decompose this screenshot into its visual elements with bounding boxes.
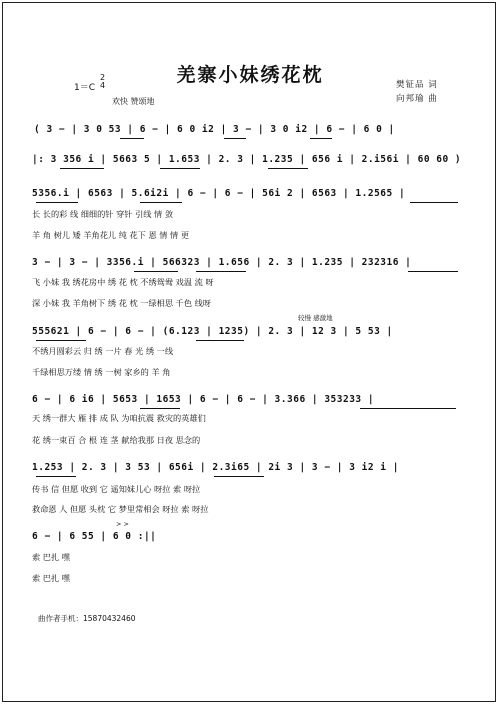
- beam-line: [36, 202, 78, 203]
- expression-annotation: 较慢 感激地: [298, 314, 333, 322]
- beam-line: [196, 271, 246, 272]
- beam-line: [224, 138, 246, 139]
- composer-phone: 曲作者手机：15870432460: [38, 614, 136, 623]
- notation-line: |: 3 356 i | 5663 5 | 1.653 | 2. 3 | 1.235 | 656 i | 2.i56i | 60 60 ): [32, 154, 462, 165]
- lyric-line: 救命恩 人 但愿 头枕 它 梦里常相会 呀拉 索 呀拉: [32, 504, 209, 514]
- beam-line: [134, 271, 178, 272]
- beam-line: [408, 271, 458, 272]
- beam-line: [160, 168, 200, 169]
- lyric-line: 羊 角 树儿 矮 羊角花儿 纯 花下 恩 情 情 更: [32, 230, 190, 240]
- lyric-line: 传书 信 但愿 收到 它 遥知妹儿心 呀拉 索 呀拉: [32, 484, 201, 494]
- lyric-line: 花 绣一束百 合 根 连 茎 献给我那 日夜 思念的: [32, 435, 201, 445]
- beam-line: [120, 138, 144, 139]
- beam-line: [310, 138, 332, 139]
- tempo-marking: 欢快 赞颂地: [112, 97, 155, 106]
- beam-line: [140, 202, 182, 203]
- lyric-line: 深 小妹 我 羊角树下 绣 花 枕 一绿相思 千色 线呀: [32, 298, 211, 308]
- song-title: 羌寨小妹绣花枕: [176, 64, 324, 86]
- lyric-line: 不绣月圆彩云 归 绣 一片 春 光 绣 一线: [32, 346, 174, 356]
- meter-bottom: 4: [100, 81, 106, 90]
- lyric-line: 天 绣一群大 雁 排 成 队 为咱抗震 救灾的英雄们: [32, 413, 206, 423]
- lyricist-credit: 樊钲品 词: [396, 80, 438, 90]
- beam-line: [140, 408, 180, 409]
- beam-line: [360, 408, 456, 409]
- lyric-line: 索 巴扎 嘿: [32, 552, 70, 562]
- lyric-line: 索 巴扎 嘿: [32, 573, 70, 583]
- beam-line: [214, 476, 264, 477]
- composer-credit: 向邦瑜 曲: [396, 94, 438, 104]
- beam-line: [410, 202, 458, 203]
- lyric-line: 千绿相思万缕 情 绣 一树 家乡的 羊 角: [32, 367, 171, 377]
- accent-marks: > >: [116, 520, 129, 528]
- lyric-line: 长 长的彩 线 细细的针 穿针 引线 情 敛: [32, 209, 174, 219]
- notation-line: 555621 | 6 − | 6 − | (6.123 | 1235) | 2. 3 | 12 3 | 5 53 |: [32, 326, 393, 337]
- meter-top: 2: [100, 73, 106, 82]
- notation-line: 3 − | 3 − | 3356.i | 566323 | 1.656 | 2. 3 | 1.235 | 232316 |: [32, 257, 412, 268]
- beam-line: [196, 340, 244, 341]
- notation-line: ( 3 − | 3 0 53 | 6 − | 6 0 i2 | 3 − | 3 0 i2 | 6 − | 6 0 |: [34, 124, 395, 135]
- time-signature: [100, 74, 105, 90]
- notation-line: 6 − | 6 i6 | 5653 | 1653 | 6 − | 6 − | 3.366 | 353233 |: [32, 394, 375, 405]
- notation-line: 6 − | 6 55 | 6 0 :||: [32, 531, 157, 542]
- notation-line: 1.253 | 2. 3 | 3 53 | 656i | 2.3i65 | 2i 3 | 3 − | 3 i2 i |: [32, 462, 399, 473]
- beam-line: [36, 476, 76, 477]
- beam-line: [36, 340, 86, 341]
- lyric-line: 飞 小妹 我 绣花房中 绣 花 枕 不绣鸳鸯 戏温 流 呀: [32, 277, 214, 287]
- notation-line: 5356.i | 6563 | 5.6i2i | 6 − | 6 − | 56i 2 | 6563 | 1.2565 |: [32, 188, 406, 199]
- beam-line: [268, 168, 308, 169]
- beam-line: [60, 168, 104, 169]
- key-signature: 1＝C: [74, 83, 96, 93]
